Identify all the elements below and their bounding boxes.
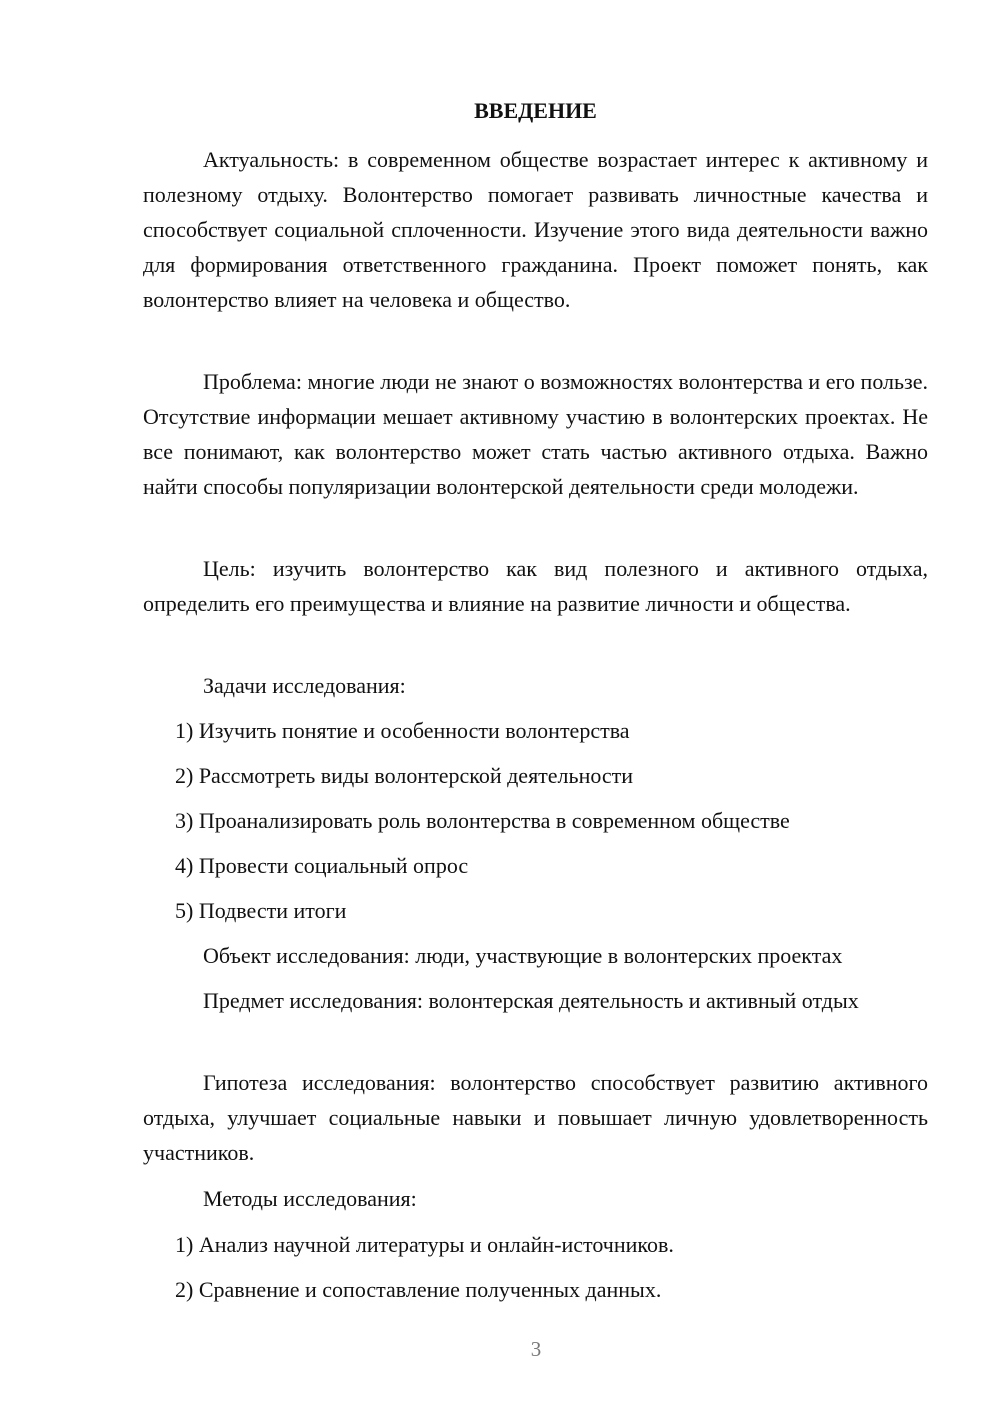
task-item-5: 5) Подвести итоги	[175, 898, 347, 923]
object-paragraph: Объект исследования: люди, участвующие в волонтерских проектах	[203, 943, 843, 968]
subject-paragraph: Предмет исследования: волонтерская деятельность и активный отдых	[203, 988, 859, 1013]
methods-heading: Методы исследования:	[203, 1186, 417, 1211]
problem-paragraph: Проблема: многие люди не знают о возможностях волонтерства и его пользе. Отсутствие информации мешает активному участию в волонтерских проектах. Не все понимают, как волонтерство может стать частью активного отдыха. Важно найти способы популяризации волонтерской деятельности среди молодежи.	[143, 369, 928, 499]
task-item-2: 2) Рассмотреть виды волонтерской деятельности	[175, 763, 634, 788]
method-item-2: 2) Сравнение и сопоставление полученных данных.	[175, 1277, 662, 1302]
task-item-3: 3) Проанализировать роль волонтерства в современном обществе	[175, 808, 790, 833]
page-number: 3	[530, 1337, 542, 1361]
hypothesis-paragraph: Гипотеза исследования: волонтерство способствует развитию активного отдыха, улучшает социальные навыки и повышает личную удовлетворенность участников.	[143, 1070, 928, 1165]
tasks-heading: Задачи исследования:	[203, 673, 406, 698]
task-item-4: 4) Провести социальный опрос	[175, 853, 469, 878]
task-item-1: 1) Изучить понятие и особенности волонтерства	[175, 718, 630, 743]
relevance-paragraph: Актуальность: в современном обществе возрастает интерес к активному и полезному отдыху. Волонтерство помогает развивать личностные качества и способствует социальной сплоченности. Изучение этого вида деятельности важно для формирования ответственного гражданина. Проект поможет понять, как волонтерство влияет на человека и общество.	[143, 147, 928, 312]
method-item-1: 1) Анализ научной литературы и онлайн-источников.	[175, 1232, 674, 1257]
goal-paragraph: Цель: изучить волонтерство как вид полезного и активного отдыха, определить его преимущества и влияние на развитие личности и общества.	[143, 556, 928, 616]
section-title: ВВЕДЕНИЕ	[474, 98, 597, 123]
